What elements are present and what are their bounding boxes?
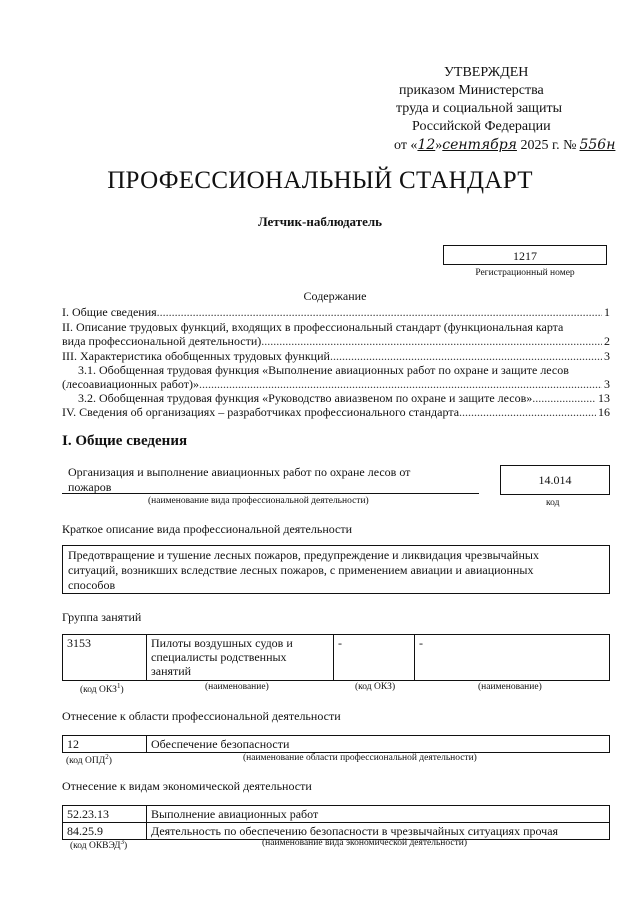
occupation-caption-code2: (код ОКЗ) (355, 682, 396, 692)
toc-dots (532, 391, 596, 406)
toc-dots (199, 377, 602, 392)
caption-text: ) (108, 756, 112, 767)
occupation-code2-cell: - (334, 635, 415, 681)
field-label: Отнесение к области профессиональной деятельности (62, 709, 341, 723)
footnote-mark: 1 (116, 682, 121, 690)
approval-date-prefix: от « (394, 138, 418, 153)
occupation-caption-name2: (наименование) (478, 682, 542, 692)
toc-item-text: вида профессиональной деятельности) (62, 334, 262, 348)
activity-name-line1: Организация и выполнение авиационных работ по охране лесов от (68, 465, 411, 479)
field-caption-code (66, 753, 112, 766)
activity-name-field (68, 465, 478, 495)
registration-number-label: Регистрационный номер (475, 268, 575, 278)
toc-page: 13 (598, 391, 610, 405)
table-row (63, 635, 610, 681)
field-name-cell: Обеспечение безопасности (147, 736, 610, 753)
approval-line-country: Российской Федерации (412, 119, 551, 134)
econ-code-cell: 84.25.9 (63, 823, 147, 840)
toc-item-functions-line2[interactable] (62, 334, 610, 349)
approval-day: 12 (417, 137, 436, 153)
toc-page: 1 (604, 305, 610, 319)
toc-page: 3 (604, 349, 610, 363)
activity-name-caption: (наименование вида профессиональной деятельности) (148, 496, 369, 506)
toc-item-functions-line1[interactable] (62, 320, 610, 335)
section-heading-general: I. Общие сведения (62, 433, 188, 449)
table-row (63, 823, 610, 840)
toc-item-text: 3.1. Обобщенная трудовая функция «Выполнение авиационных работ по охране и защите лесов (78, 363, 569, 377)
econ-caption-name: (наименование вида экономической деятельности) (262, 838, 467, 848)
approval-month: сентября (442, 137, 517, 153)
toc-dots (330, 349, 602, 364)
short-description-label: Краткое описание вида профессиональной деятельности (62, 522, 353, 536)
caption-text: (код ОКЗ (80, 685, 117, 696)
short-description-box (62, 545, 610, 594)
econ-label: Отнесение к видам экономической деятельности (62, 779, 312, 793)
toc-item-text: I. Общие сведения (62, 305, 157, 319)
occupation-code-cell: 3153 (63, 635, 147, 681)
registration-number-box: 1217 (443, 245, 607, 265)
econ-name-cell: Выполнение авиационных работ (147, 806, 610, 823)
econ-table (62, 805, 610, 840)
activity-name-underline (62, 493, 479, 494)
caption-text: (код ОПД (66, 756, 106, 767)
approval-date-line (394, 136, 616, 155)
approval-line-approved: УТВЕРЖДЕН (444, 65, 529, 80)
approval-block (396, 64, 616, 155)
econ-code-cell: 52.23.13 (63, 806, 147, 823)
approval-date-mid: » (435, 138, 443, 153)
footnote-mark: 2 (105, 753, 109, 761)
short-description-line3: способов (68, 578, 116, 592)
toc-item-3-1-line1[interactable] (78, 363, 610, 378)
table-row (63, 806, 610, 823)
field-caption-name: (наименование области профессиональной деятельности) (243, 753, 477, 763)
toc-item-text: (лесоавиационных работ)» (62, 377, 199, 391)
occupation-name-cell (147, 635, 334, 681)
econ-caption-code (70, 838, 127, 851)
caption-text: (код ОКВЭД (70, 841, 121, 852)
footnote-mark: 3 (120, 838, 124, 846)
toc-item-developers[interactable] (62, 405, 610, 420)
toc-dots (459, 405, 596, 420)
toc-item-text: IV. Сведения об организациях – разработчиках профессионального стандарта (62, 405, 460, 419)
occupation-name-line1: Пилоты воздушных судов и (151, 636, 293, 650)
toc-item-text: II. Описание трудовых функций, входящих в профессиональный стандарт (функциональная карта (62, 320, 564, 334)
approval-line-order: приказом Министерства (399, 83, 544, 98)
activity-name-line2: пожаров (68, 480, 112, 494)
caption-text: ) (123, 841, 128, 852)
toc-page: 3 (604, 377, 610, 391)
table-row (63, 736, 610, 753)
caption-text: ) (120, 685, 124, 696)
toc-item-3-1-line2[interactable] (62, 377, 610, 392)
occupation-group-label: Группа занятий (62, 610, 142, 624)
activity-code-caption: код (546, 498, 560, 508)
toc-item-general[interactable] (62, 305, 610, 320)
occupation-group-table (62, 634, 610, 681)
approval-line-ministry: труда и социальной защиты (396, 101, 562, 116)
toc-item-text: 3.2. Обобщенная трудовая функция «Руководство авиазвеном по охране и защите лесов» (78, 391, 533, 405)
toc-dots (261, 334, 602, 349)
approval-year: 2025 г. № (516, 138, 577, 153)
field-code-cell: 12 (63, 736, 147, 753)
econ-name-cell: Деятельность по обеспечению безопасности в чрезвычайных ситуациях прочая (147, 823, 610, 840)
toc-dots (157, 305, 602, 320)
occupation-caption-name1: (наименование) (205, 682, 269, 692)
toc-item-text: III. Характеристика обобщенных трудовых функций (62, 349, 330, 363)
short-description-line1: Предотвращение и тушение лесных пожаров, предупреждение и ликвидация чрезвычайных (68, 548, 539, 562)
activity-code-box: 14.014 (500, 465, 610, 495)
page-subtitle: Летчик-наблюдатель (257, 214, 383, 229)
page-title: ПРОФЕССИОНАЛЬНЫЙ СТАНДАРТ (107, 167, 533, 194)
occupation-name-line2: специалисты родственных (151, 650, 287, 664)
toc-page: 2 (604, 334, 610, 348)
occupation-caption-code1 (80, 682, 124, 695)
occupation-name2-cell: - (415, 635, 610, 681)
toc-page: 16 (598, 405, 610, 419)
contents-heading: Содержание (303, 289, 367, 303)
toc-item-characteristics[interactable] (62, 349, 610, 364)
occupation-name-line3: занятий (151, 664, 192, 678)
short-description-line2: ситуаций, возникших вследствие лесных пожаров, с применением авиации и авиационных (68, 563, 534, 577)
field-table (62, 735, 610, 753)
toc-item-3-2[interactable] (78, 391, 610, 406)
approval-number: 556н (579, 137, 616, 153)
